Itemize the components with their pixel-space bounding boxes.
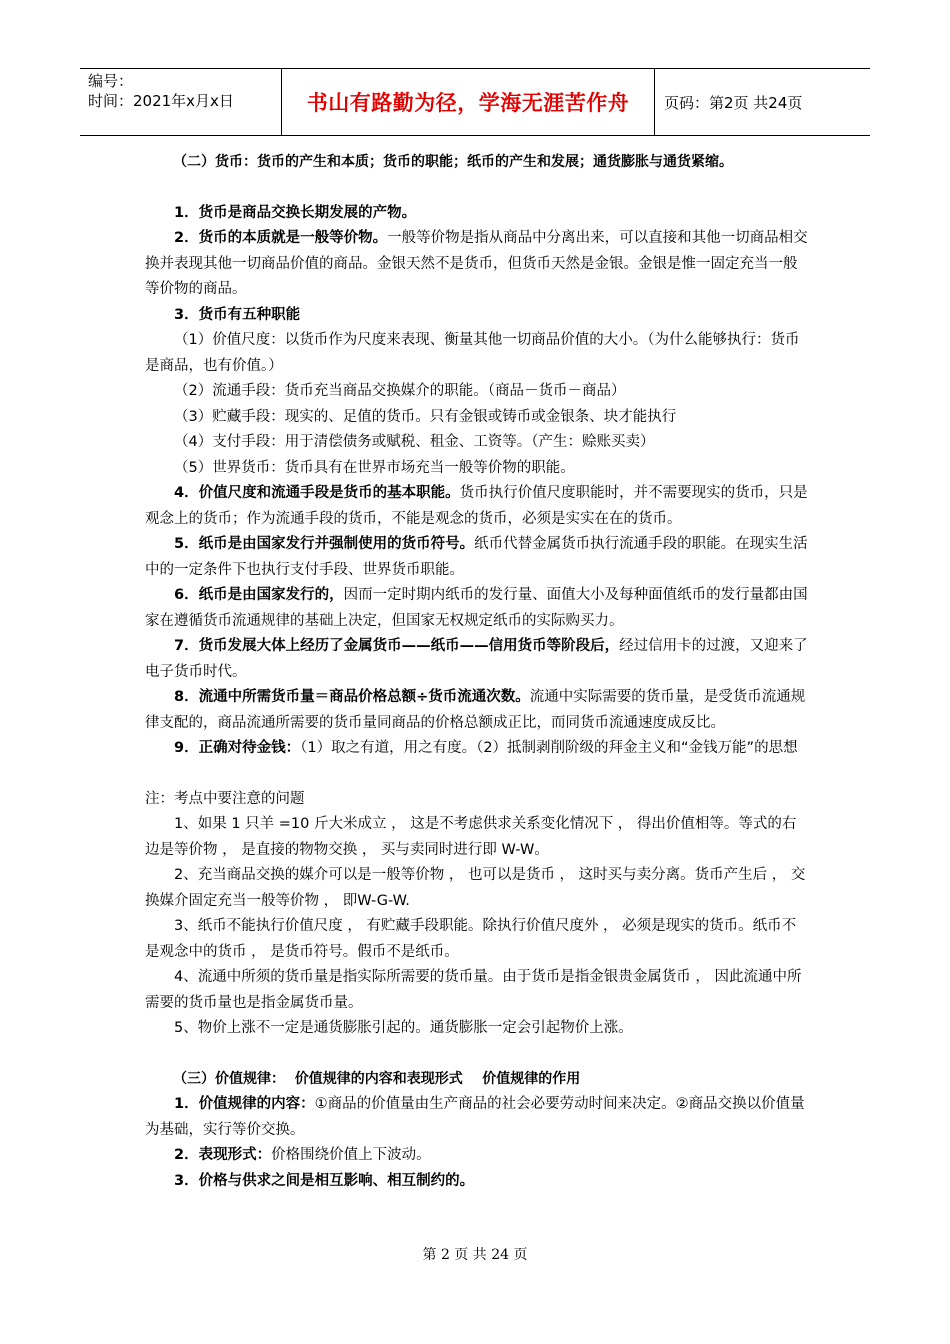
s2-f2: （2）流通手段：货币充当商品交换媒介的职能。（商品－货币－商品）: [174, 383, 626, 399]
s2-p6: 6．纸币是由国家发行的，因而一定时期内纸币的发行量、面值大小及每种面值纸币的发行量都由国家在遵循货币流通规律的基础上决定，但国家无权规定纸币的实际购买力。: [145, 587, 808, 629]
number-label: 编号：: [88, 72, 134, 90]
section3-title: （三）价值规律： 价值规律的内容和表现形式 价值规律的作用: [173, 1070, 581, 1087]
s2-f5: （5）世界货币：货币具有在世界市场充当一般等价物的职能。: [174, 459, 575, 476]
section2-title: （二）货币：货币的产生和本质；货币的职能；纸币的产生和发展；通货膨胀与通货紧缩。: [173, 154, 733, 170]
header-motto: 书山有路勤为径，学海无涯苦作舟: [282, 69, 655, 135]
s2-p3: 3．货币有五种职能: [174, 306, 301, 323]
s2-p9: 9．正确对待金钱：（1）取之有道，用之有度。（2）抵制剥削阶级的拜金主义和“金钱万能”的思想: [174, 740, 798, 756]
note-5: 5、物价上涨不一定是通货膨胀引起的。通货膨胀一定会引起物价上涨。: [174, 1020, 633, 1036]
note-3: 3、纸币不能执行价值尺度 ， 有贮藏手段职能。除执行价值尺度外 ， 必须是现实的货币。纸币不是观念中的货币 ， 是货币符号。假币不是纸币。: [145, 918, 797, 960]
note-4: 4、流通中所须的货币量是指实际所需要的货币量。由于货币是指金银贵金属货币 ， 因此流通中所需要的货币量也是指金属货币量。: [145, 969, 802, 1011]
page-header: [80, 68, 870, 136]
note-1: 1、如果 1 只羊 =10 斤大米成立 ， 这是不考虑供求关系变化情况下 ， 得出价值相等。等式的右边是等价物 ， 是直接的物物交换 ， 买与卖同时进行即 W-W。: [145, 816, 797, 858]
document-body: [145, 150, 810, 1194]
s2-p5: 5．纸币是由国家发行并强制使用的货币符号。纸币代替金属货币执行流通手段的职能。在现实生活中的一定条件下也执行支付手段、世界货币职能。: [145, 536, 808, 578]
s2-p1: 1．货币是商品交换长期发展的产物。: [174, 204, 417, 221]
s2-p8: 8．流通中所需货币量＝商品价格总额÷货币流通次数。流通中实际需要的货币量，是受货币流通规律支配的，商品流通所需要的货币量同商品的价格总额成正比，而同货币流通速度成反比。: [145, 689, 806, 731]
note-2: 2、充当商品交换的媒介可以是一般等价物 ， 也可以是货币 ， 这时买与卖分离。货币产生后 ， 交换媒介固定充当一般等价物 ， 即W-G-W.: [145, 867, 806, 909]
s2-f1: （1）价值尺度：以货币作为尺度来表现、衡量其他一切商品价值的大小。（为什么能够执行：货币是商品，也有价值。）: [145, 332, 800, 374]
s3-p3: 3．价格与供求之间是相互影响、相互制约的。: [174, 1172, 475, 1189]
s2-p2: 2．货币的本质就是一般等价物。一般等价物是指从商品中分离出来，可以直接和其他一切商品相交换并表现其他一切商品价值的商品。金银天然不是货币，但货币天然是金银。金银是惟一固定充当一般等价物的商品。: [145, 230, 808, 297]
s3-p1: 1．价值规律的内容：①商品的价值量由生产商品的社会必要劳动时间来决定。②商品交换以价值量为基础，实行等价交换。: [145, 1096, 805, 1138]
date-label: 时间：2021年x月x日: [88, 92, 234, 110]
s3-p2: 2．表现形式：价格围绕价值上下波动。: [174, 1147, 431, 1163]
notes-title: 注：考点中要注意的问题: [145, 790, 305, 807]
page-footer: 第 2 页 共 24 页: [422, 1247, 528, 1263]
s2-p4: 4．价值尺度和流通手段是货币的基本职能。货币执行价值尺度职能时，并不需要现实的货币，只是观念上的货币；作为流通手段的货币，不能是观念的货币，必须是实实在在的货币。: [145, 485, 808, 527]
s2-p7: 7．货币发展大体上经历了金属货币——纸币——信用货币等阶段后，经过信用卡的过渡，又迎来了电子货币时代。: [145, 638, 808, 680]
s2-f4: （4）支付手段：用于清偿债务或赋税、租金、工资等。（产生：赊账买卖）: [174, 434, 655, 450]
s2-f3: （3）贮藏手段：现实的、足值的货币。只有金银或铸币或金银条、块才能执行: [174, 408, 677, 425]
header-page-label: 页码：第2页 共24页: [664, 93, 803, 112]
header-meta-cell: [80, 69, 282, 135]
